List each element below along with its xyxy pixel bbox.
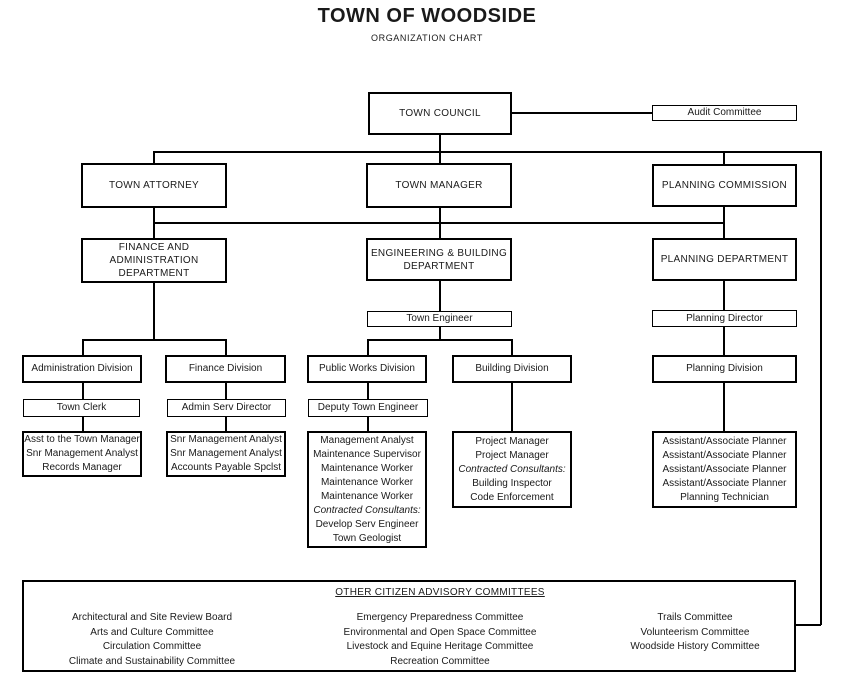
staff-item: Planning Technician [680,491,769,503]
staff-item: Assistant/Associate Planner [662,477,787,489]
node-engineering-building-dept [366,238,512,281]
staff-item: Assistant/Associate Planner [662,449,787,461]
node-town-attorney: TOWN ATTORNEY [81,163,227,208]
node-label-line: ENGINEERING & BUILDING [370,247,508,259]
node-administration-division: Administration Division [22,355,142,383]
staff-item: Project Manager [475,435,549,447]
connector-line [367,383,369,399]
node-finance-admin-dept [81,238,227,283]
connector-line [153,151,155,163]
connector-line [723,207,725,238]
connector-line [153,208,155,238]
staff-item: Snr Management Analyst [170,434,282,445]
connector-line [439,208,441,238]
connector-line [82,417,84,431]
node-public-works-division: Public Works Division [307,355,427,383]
advisory-committees-box [22,580,796,672]
staff-item: Snr Management Analyst [170,448,282,459]
staff-list-administration [22,431,142,477]
connector-line [723,281,725,310]
staff-item: Code Enforcement [470,491,554,503]
advisory-column-2 [310,611,570,670]
connector-line [512,112,652,114]
staff-list-planning [652,431,797,508]
committee-item: Volunteerism Committee [640,626,750,638]
node-planning-division: Planning Division [652,355,797,383]
committee-item: Circulation Committee [102,641,202,653]
node-label-line: DEPARTMENT [403,260,475,272]
node-label-line: DEPARTMENT [118,268,190,279]
connector-line [511,383,513,431]
node-audit-committee: Audit Committee [652,105,797,121]
staff-item: Develop Serv Engineer [315,518,419,530]
staff-item: Project Manager [475,449,549,461]
node-finance-division: Finance Division [165,355,286,383]
committee-item: Environmental and Open Space Committee [343,626,537,638]
page-subtitle: ORGANIZATION CHART [371,33,483,43]
connector-line [82,383,84,399]
node-town-council: TOWN COUNCIL [368,92,512,135]
connector-line [225,383,227,399]
node-building-division: Building Division [452,355,572,383]
node-label-line: ADMINISTRATION [109,255,199,266]
advisory-column-1 [24,611,280,670]
connector-line [796,624,821,626]
committee-item: Arts and Culture Committee [90,626,214,638]
node-admin-serv-director: Admin Serv Director [167,399,286,417]
connector-line [439,151,441,163]
node-town-manager: TOWN MANAGER [366,163,512,208]
node-planning-commission: PLANNING COMMISSION [652,164,797,207]
connector-line [225,417,227,431]
staff-item: Maintenance Worker [320,490,414,502]
staff-item: Assistant/Associate Planner [662,463,787,475]
node-town-clerk: Town Clerk [23,399,140,417]
advisory-heading: OTHER CITIZEN ADVISORY COMMITTEES [335,587,545,598]
page-title: TOWN OF WOODSIDE [317,5,537,27]
advisory-column-3 [595,611,795,655]
node-planning-director: Planning Director [652,310,797,327]
connector-line [723,383,725,431]
staff-list-finance [166,431,286,477]
staff-list-public-works [307,431,427,548]
connector-line [723,151,725,164]
connector-line [439,327,441,340]
connector-line [153,151,821,153]
connector-line [153,283,155,340]
connector-line [82,339,84,356]
connector-line [439,135,441,151]
node-town-engineer: Town Engineer [367,311,512,327]
committee-item: Architectural and Site Review Board [71,612,233,623]
committee-item: Trails Committee [657,612,733,623]
staff-item: Maintenance Supervisor [313,448,421,460]
staff-item: Maintenance Worker [320,462,414,474]
node-deputy-town-engineer: Deputy Town Engineer [308,399,428,417]
node-label-line: FINANCE AND [118,242,190,253]
connector-line [367,417,369,431]
committee-item: Woodside History Committee [630,641,760,653]
connector-line [225,339,227,356]
staff-item: Assistant/Associate Planner [662,435,787,447]
connector-line [367,339,369,356]
staff-item: Asst to the Town Manager [24,434,140,445]
connector-line [820,151,822,625]
staff-item: Contracted Consultants: [313,504,421,516]
committee-item: Climate and Sustainability Committee [68,656,236,668]
staff-item: Contracted Consultants: [458,463,566,475]
node-planning-dept: PLANNING DEPARTMENT [652,238,797,281]
staff-item: Building Inspector [472,477,552,489]
staff-item: Accounts Payable Spclst [170,462,282,473]
connector-line [511,339,513,356]
staff-list-building [452,431,572,508]
staff-item: Management Analyst [320,434,414,446]
connector-line [439,281,441,311]
staff-item: Maintenance Worker [320,476,414,488]
connector-line [723,327,725,356]
staff-item: Town Geologist [332,532,402,544]
committee-item: Emergency Preparedness Committee [356,612,524,623]
committee-item: Livestock and Equine Heritage Committee [346,641,534,653]
staff-item: Records Manager [42,462,122,473]
staff-item: Snr Management Analyst [26,448,138,459]
committee-item: Recreation Committee [390,656,490,668]
